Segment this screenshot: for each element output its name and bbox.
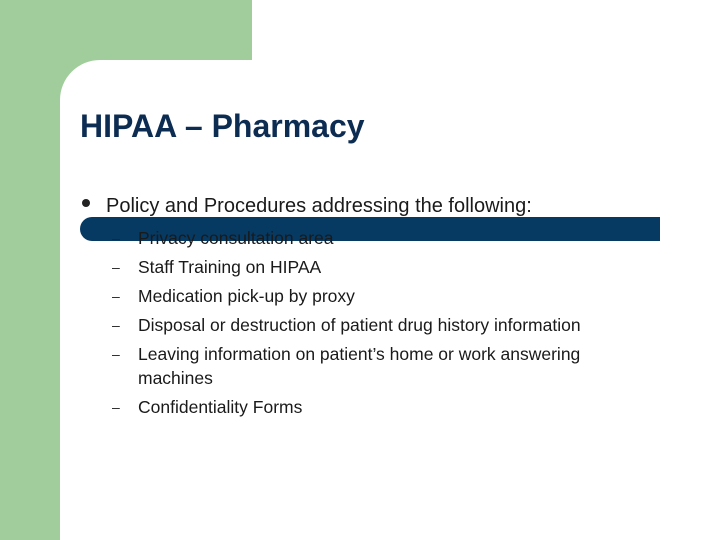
sub-bullet-item bbox=[112, 342, 672, 390]
sub-bullet-text: Privacy consultation area bbox=[138, 228, 334, 248]
dash-icon: – bbox=[112, 288, 120, 304]
sub-bullet-text: Staff Training on HIPAA bbox=[138, 257, 322, 277]
sub-bullet-item bbox=[112, 313, 672, 337]
dash-icon: – bbox=[112, 259, 120, 275]
sub-bullet-item bbox=[112, 395, 672, 419]
bullet-dot-icon bbox=[82, 199, 90, 207]
main-bullet bbox=[80, 193, 700, 219]
sub-bullet-list bbox=[112, 226, 672, 424]
sub-bullet-item bbox=[112, 226, 672, 250]
sub-bullet-text: Confidentiality Forms bbox=[138, 397, 303, 417]
sub-bullet-text: Medication pick-up by proxy bbox=[138, 286, 355, 306]
sub-bullet-item bbox=[112, 284, 672, 308]
dash-icon: – bbox=[112, 230, 120, 246]
dash-icon: – bbox=[112, 399, 120, 415]
sub-bullet-item bbox=[112, 255, 672, 279]
sub-bullet-text: Leaving information on patient’s home or work answering machines bbox=[138, 344, 581, 388]
main-bullet-text: Policy and Procedures addressing the following: bbox=[106, 195, 532, 217]
sub-bullet-text: Disposal or destruction of patient drug history information bbox=[138, 315, 581, 335]
dash-icon: – bbox=[112, 346, 120, 362]
dash-icon: – bbox=[112, 317, 120, 333]
slide-title: HIPAA – Pharmacy bbox=[80, 108, 365, 144]
